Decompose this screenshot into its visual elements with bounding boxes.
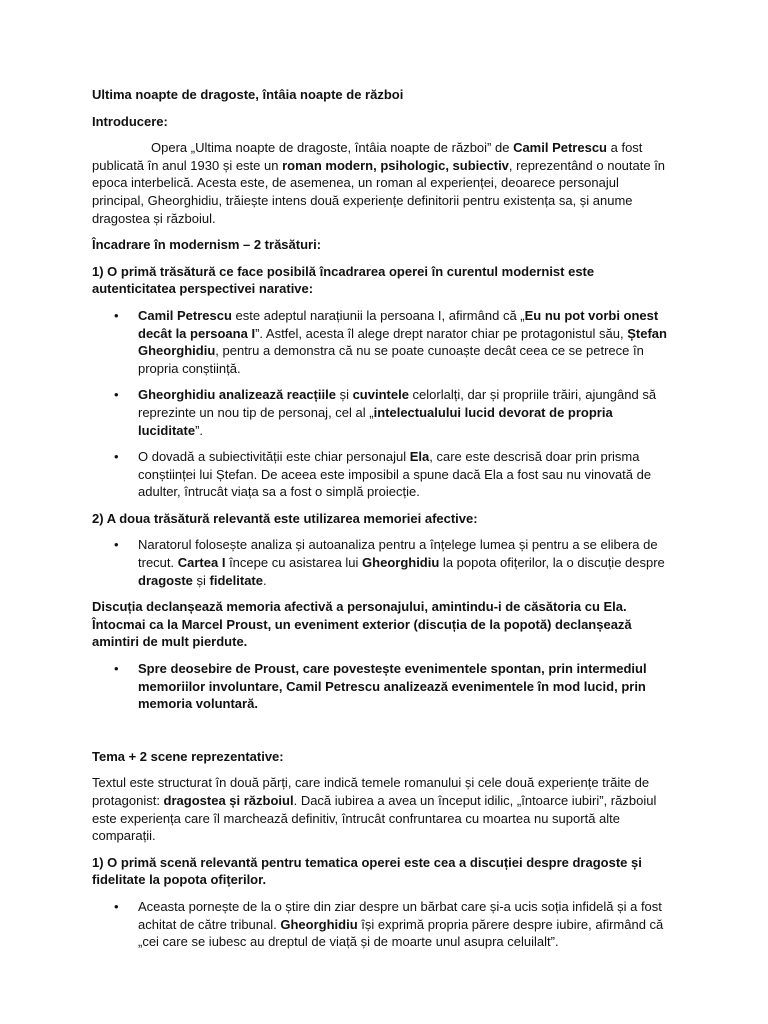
text-run: dragoste bbox=[138, 572, 193, 588]
text-run: a fost publicată în anul 1930 și este un bbox=[92, 140, 643, 173]
text-run: Ștefan Gheorghidiu bbox=[138, 325, 667, 359]
text-run: la popota ofițerilor, la o discuție despre bbox=[439, 555, 665, 571]
modernism-point-1: 1) O primă trăsătură ce face posibilă încadrarea operei în curentul modernist este autenticitatea perspectivei narative: bbox=[92, 263, 595, 297]
text-run: începe cu asistarea lui bbox=[225, 555, 363, 571]
text-run: . bbox=[263, 572, 267, 588]
text-run: Gheorghidiu bbox=[362, 555, 440, 571]
text-run: celorlalți, dar și propriile trăiri, ajungând să reprezinte un nou tip de personaj, cel al „ bbox=[138, 387, 657, 420]
intro-heading: Introducere: bbox=[92, 113, 168, 129]
bullet-icon: • bbox=[114, 898, 119, 914]
bullet-icon: • bbox=[114, 537, 119, 553]
list-item bbox=[92, 386, 674, 439]
text-run: și bbox=[192, 572, 210, 588]
theme-heading: Tema + 2 scene reprezentative: bbox=[92, 748, 284, 764]
text-run: Camil Petrescu bbox=[138, 307, 232, 323]
bullet-icon: • bbox=[114, 661, 119, 677]
list-item bbox=[92, 448, 674, 501]
modernism-point-2: 2) A doua trăsătură relevantă este utilizarea memoriei afective: bbox=[92, 510, 478, 526]
text-run: Naratorul folosește analiza și autoanaliza pentru a înțelege lumea și pentru a se elibera de trecut. bbox=[138, 537, 658, 571]
bullet-icon: • bbox=[114, 387, 119, 403]
text-run: , pentru a demonstra că nu se poate cunoaște decât ceea ce se petrece în propria conștiință. bbox=[138, 343, 644, 376]
text-run: Spre deosebire de Proust, care povestește evenimentele spontan, prin intermediul memoriilor involuntare, Camil Petrescu analizează evenimentele în mod lucid, prin memoria voluntară. bbox=[138, 661, 647, 712]
text-run: , care este descrisă doar prin prisma conștiinței lui Ștefan. De aceea este imposibil a spune dacă Ela a fost sau nu vinovată de adulter, întrucât viața sa a fost o simplă proiecție. bbox=[138, 449, 652, 500]
text-run: cuvintele bbox=[352, 387, 409, 403]
bullet-list-4 bbox=[92, 898, 674, 951]
text-run: Textul este structurat în două părți, care indică temele romanului și cele două experiențe trăite de protagonist: bbox=[92, 775, 650, 808]
document-title: Ultima noapte de dragoste, întâia noapte de război bbox=[92, 87, 404, 102]
text-run: și bbox=[335, 387, 353, 403]
list-item bbox=[92, 536, 674, 589]
list-item bbox=[92, 660, 674, 713]
list-item bbox=[92, 307, 674, 377]
bullet-icon: • bbox=[114, 449, 119, 465]
text-run: Eu nu pot vorbi onest decât la persoana I bbox=[138, 307, 659, 341]
text-run: ”. Astfel, acesta îl alege drept narator chiar pe protagonistul său, bbox=[255, 325, 628, 341]
list-item bbox=[92, 898, 674, 951]
bullet-icon: • bbox=[114, 307, 119, 323]
text-run: fidelitate bbox=[209, 572, 263, 588]
text-run: Opera „Ultima noapte de dragoste, întâia noapte de război” de bbox=[151, 140, 514, 156]
text-run: dragostea și războiul bbox=[163, 793, 294, 808]
text-run: își exprimă propria părere despre iubire, afirmând că „cei care se iubesc au dreptul de viață și de moarte unul asupra celuilalt”. bbox=[138, 916, 664, 950]
text-run: . Dacă iubirea a avea un început idilic, „întoarce iubiri”, războiul este experiența care îl marchează definitiv, întrucât confruntarea cu moartea nu suportă alte comparații. bbox=[92, 793, 657, 844]
modernism-heading: Încadrare în modernism – 2 trăsături: bbox=[92, 237, 322, 253]
document-page bbox=[92, 86, 674, 960]
text-run: ”. bbox=[195, 422, 204, 438]
bullet-list-3 bbox=[92, 660, 674, 713]
text-run: intelectualului lucid devorat de propria luciditate bbox=[138, 404, 613, 438]
text-run: Gheorghidiu bbox=[280, 916, 358, 932]
text-run: Aceasta pornește de la o știre din ziar despre un bărbat care și-a ucis soția infidelă și a fost achitat de către tribunal. bbox=[138, 898, 662, 932]
text-run: O dovadă a subiectivității este chiar personajul bbox=[138, 449, 410, 465]
intro-paragraph bbox=[92, 139, 674, 227]
proust-paragraph: Discuția declanșează memoria afectivă a personajului, amintindu-i de căsătoria cu Ela. Întocmai ca la Marcel Proust, un eveniment exterior (discuția de la popotă) declanșează amintiri de mult pierdute. bbox=[92, 599, 632, 650]
text-run: roman modern, psihologic, subiectiv bbox=[282, 157, 509, 173]
bullet-list-2 bbox=[92, 536, 674, 589]
text-run: Ela bbox=[409, 449, 430, 465]
theme-paragraph bbox=[92, 774, 674, 844]
text-run: Cartea I bbox=[177, 555, 226, 571]
text-run: Gheorghidiu analizează reacțiile bbox=[138, 387, 336, 403]
section-spacer bbox=[92, 722, 674, 748]
text-run: , reprezentând o noutate în epoca interbelică. Acesta este, de asemenea, un roman al experienței, deoarece personajul principal, Gheorghidiu, trăiește intens două experiențe definitorii pentru existența sa, și anume dragostea și războiul. bbox=[92, 157, 666, 226]
text-run: este adeptul narațiunii la persoana I, afirmând că „ bbox=[231, 307, 525, 323]
bullet-list-1 bbox=[92, 307, 674, 501]
scene-1-heading: 1) O primă scenă relevantă pentru tematica operei este cea a discuției despre dragoste și fidelitate la popota ofițerilor. bbox=[92, 854, 642, 888]
text-run: Camil Petrescu bbox=[513, 140, 607, 156]
